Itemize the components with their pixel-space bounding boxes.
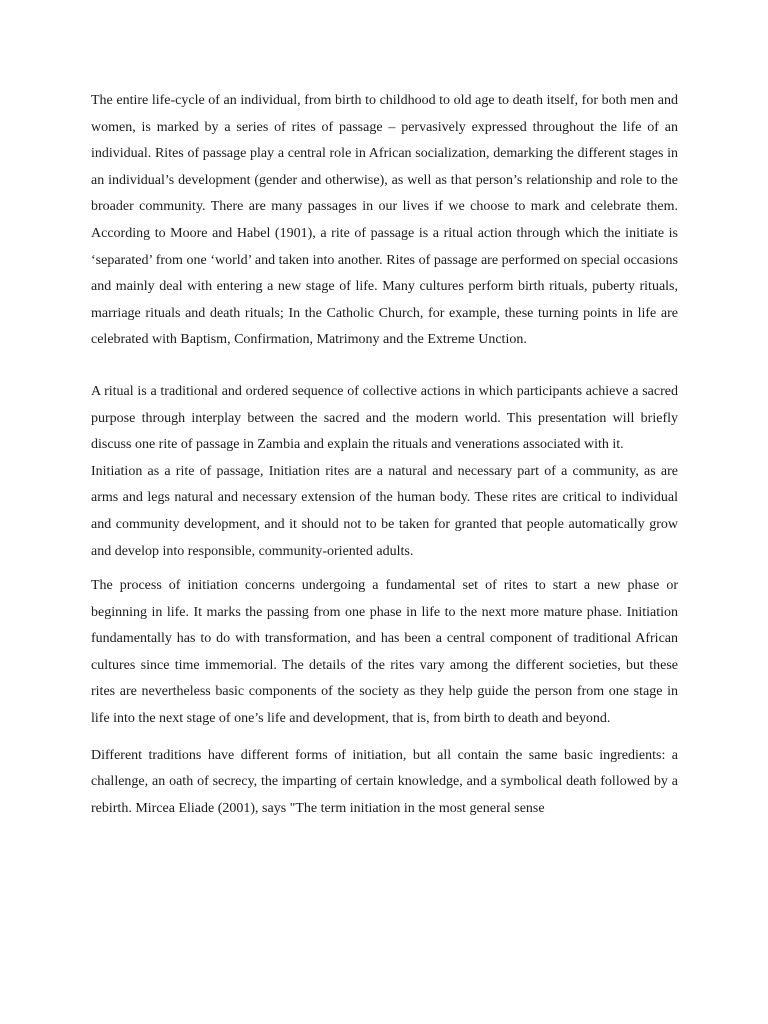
paragraph-initiation-rites: Initiation as a rite of passage, Initiation rites are a natural and necessary part of a community, as are arms and legs natural and necessary extension of the human body. These rites are critical to individual and community development, and it should not to be taken for granted that people automatically grow and develop into responsible, community-oriented adults. — [91, 463, 678, 559]
document-page — [91, 88, 678, 822]
paragraph-ritual-definition: A ritual is a traditional and ordered sequence of collective actions in which participants achieve a sacred purpose through interplay between the sacred and the modern world. This presentation will briefly discuss one rite of passage in Zambia and explain the rituals and venerations associated with it. — [91, 383, 678, 453]
paragraph-different-traditions: Different traditions have different forms of initiation, but all contain the same basic ingredients: a challenge, an oath of secrecy, the imparting of certain knowledge, and a symbolical death followed by a rebirth. Mircea Eliade (2001), says "The term initiation in the most general sense — [91, 747, 678, 816]
paragraph-process-of-initiation: The process of initiation concerns undergoing a fundamental set of rites to start a new phase or beginning in life. It marks the passing from one phase in life to the next more mature phase. Initiation fundamentally has to do with transformation, and has been a central component of traditional African cultures since time immemorial. The details of the rites vary among the different societies, but these rites are nevertheless basic components of the society as they help guide the person from one stage in life into the next stage of one’s life and development, that is, from birth to death and beyond. — [91, 578, 678, 727]
paragraph-rites-of-passage: The entire life-cycle of an individual, from birth to childhood to old age to death itself, for both men and women, is marked by a series of rites of passage – pervasively expressed throughout the life of an individual. Rites of passage play a central role in African socialization, demarking the different stages in an individual’s development (gender and otherwise), as well as that person’s relationship and role to the broader community. There are many passages in our lives if we choose to mark and celebrate them. According to Moore and Habel (1901), a rite of passage is a ritual action through which the initiate is ‘separated’ from one ‘world’ and taken into another. Rites of passage are performed on special occasions and mainly deal with entering a new stage of life. Many cultures perform birth rituals, puberty rituals, marriage rituals and death rituals; In the Catholic Church, for example, these turning points in life are celebrated with Baptism, Confirmation, Matrimony and the Extreme Unction. — [91, 93, 678, 348]
